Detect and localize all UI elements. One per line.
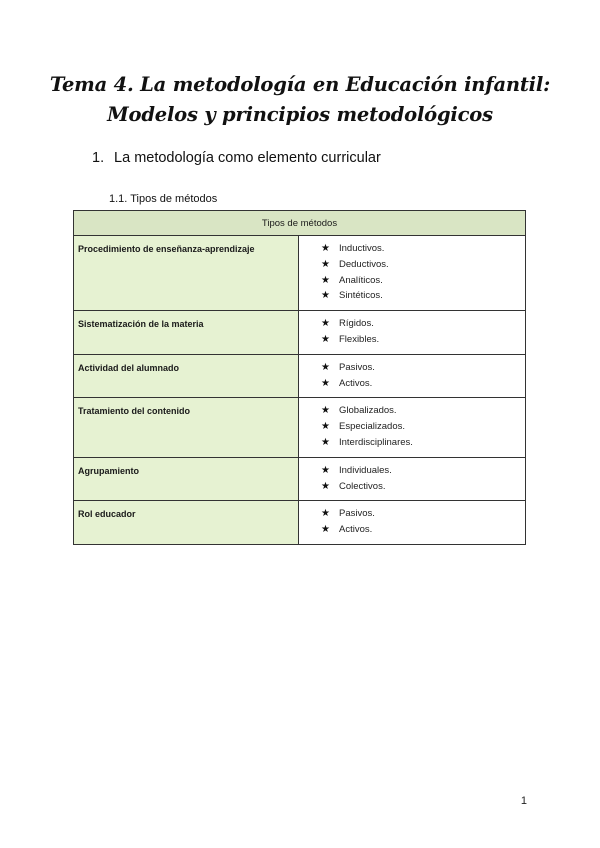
criterion-cell: Rol educador — [74, 501, 299, 545]
criterion-cell: Actividad del alumnado — [74, 354, 299, 398]
type-label: Globalizados. — [339, 405, 397, 417]
type-label: Flexibles. — [339, 333, 380, 345]
type-label: Activos. — [339, 524, 373, 536]
list-item — [321, 506, 521, 522]
star-icon: ★ — [321, 243, 330, 254]
criterion-cell: Procedimiento de enseñanza-aprendizaje — [74, 236, 299, 311]
list-item — [321, 479, 521, 495]
list-item — [321, 332, 521, 348]
table-row — [74, 236, 526, 311]
type-label: Pasivos. — [339, 361, 375, 373]
type-label: Colectivos. — [339, 480, 386, 492]
list-item — [321, 360, 521, 376]
list-item — [321, 435, 521, 451]
star-icon: ★ — [321, 524, 330, 536]
list-item — [321, 419, 521, 435]
table-row — [74, 501, 526, 545]
types-cell — [299, 398, 526, 457]
methods-table — [73, 210, 526, 545]
section-title: La metodología como elemento curricular — [114, 150, 381, 166]
list-item — [321, 273, 521, 289]
criterion-cell: Tratamiento del contenido — [74, 398, 299, 457]
star-icon: ★ — [321, 361, 330, 373]
subsection-number: 1.1. — [109, 193, 128, 205]
section-heading — [92, 150, 381, 166]
star-icon: ★ — [321, 508, 330, 520]
type-list — [321, 316, 521, 348]
star-icon: ★ — [321, 333, 330, 345]
table-header: Tipos de métodos — [74, 211, 526, 236]
type-label: Analíticos. — [339, 274, 383, 286]
list-item — [321, 403, 521, 419]
criterion-cell: Agrupamiento — [74, 457, 299, 501]
criterion-cell: Sistematización de la materia — [74, 311, 299, 355]
page-title: Tema 4. La metodología en Educación infantil: Modelos y principios metodológicos — [49, 73, 551, 126]
types-cell — [299, 501, 526, 545]
star-icon: ★ — [321, 464, 330, 476]
types-cell — [299, 457, 526, 501]
types-cell — [299, 236, 526, 311]
type-list — [321, 403, 521, 450]
type-label: Rígidos. — [339, 318, 374, 330]
star-icon: ★ — [321, 480, 330, 492]
list-item — [321, 376, 521, 392]
subsection-title: Tipos de métodos — [130, 193, 218, 205]
type-label: Individuales. — [339, 464, 392, 476]
star-icon: ★ — [321, 421, 330, 433]
star-icon: ★ — [321, 318, 330, 330]
table-header-row — [74, 211, 526, 236]
type-list — [321, 463, 521, 495]
star-icon: ★ — [321, 405, 330, 417]
section-number: 1. — [92, 150, 105, 166]
list-item — [321, 288, 521, 304]
type-list — [321, 360, 521, 392]
star-icon: ★ — [321, 274, 330, 286]
table-row — [74, 354, 526, 398]
type-label: Pasivos. — [339, 508, 375, 520]
list-item — [321, 241, 521, 257]
type-label: Deductivos. — [339, 258, 389, 270]
list-item — [321, 316, 521, 332]
list-item — [321, 257, 521, 273]
type-label: Sintéticos. — [339, 290, 383, 302]
type-list — [321, 506, 521, 538]
subsection-heading — [109, 193, 217, 205]
type-list — [321, 241, 521, 304]
type-label: Interdisciplinares. — [339, 436, 413, 448]
star-icon: ★ — [321, 436, 330, 448]
types-cell — [299, 354, 526, 398]
list-item — [321, 463, 521, 479]
list-item — [321, 522, 521, 538]
table-row — [74, 311, 526, 355]
type-label: Inductivos. — [339, 243, 385, 254]
types-cell — [299, 311, 526, 355]
type-label: Especializados. — [339, 421, 406, 433]
star-icon: ★ — [321, 377, 330, 389]
page-number: 1 — [520, 795, 527, 807]
type-label: Activos. — [339, 377, 373, 389]
star-icon: ★ — [321, 258, 330, 270]
table-row — [74, 457, 526, 501]
table-row — [74, 398, 526, 457]
star-icon: ★ — [321, 290, 330, 302]
